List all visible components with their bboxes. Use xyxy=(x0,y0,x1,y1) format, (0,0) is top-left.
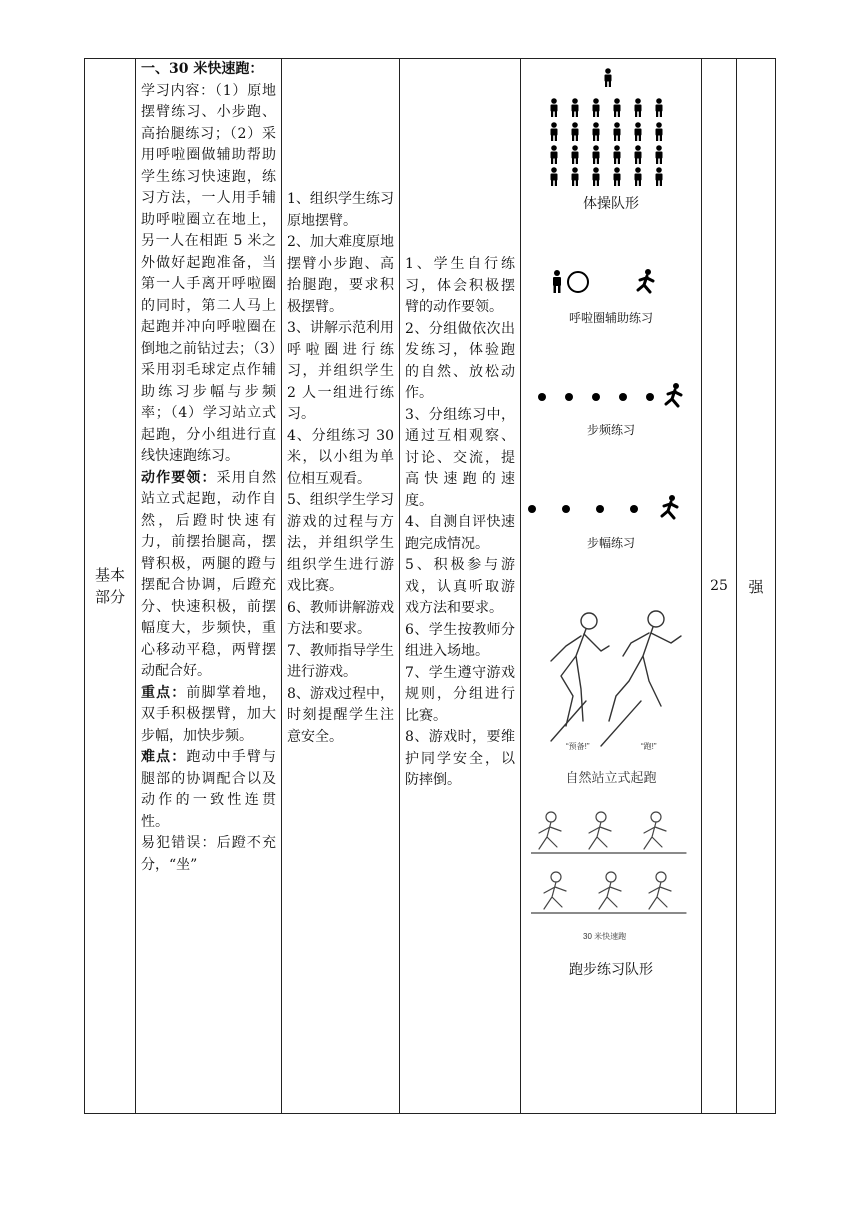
student-item: 4、自测自评快速跑完成情况。 xyxy=(405,514,515,552)
student-cell xyxy=(400,59,521,1114)
student-item: 2、分组做依次出发练习，体验跑的自然、放松动作。 xyxy=(405,320,515,401)
organization-cell xyxy=(521,59,702,1114)
student-item: 3、分组练习中，通过互相观察、讨论、交流，提高快速跑的速度。 xyxy=(405,406,515,509)
difficulty-paragraph xyxy=(141,747,276,833)
student-item: 1、学生自行练习，体会积极摆臂的动作要领。 xyxy=(405,256,515,315)
ready-label: “预备!” xyxy=(566,742,590,751)
action-paragraph xyxy=(141,468,276,683)
time-cell xyxy=(702,59,737,1114)
gymnastics-formation-caption: 体操队形 xyxy=(583,196,639,212)
standing-start-illustration xyxy=(531,601,696,751)
key-text: 前脚掌着地，双手积极摆臂，加大步幅，加快步频。 xyxy=(141,684,276,744)
runner-icon xyxy=(662,495,677,518)
lesson-plan-table xyxy=(84,58,776,1114)
go-label: “跑!” xyxy=(641,742,657,751)
content-cell xyxy=(136,59,282,1114)
standing-start-caption: 自然站立式起跑 xyxy=(565,771,657,786)
hula-hoop-icon xyxy=(568,272,588,292)
intensity-cell xyxy=(737,59,776,1114)
time-value: 25 xyxy=(710,578,728,594)
key-label: 重点： xyxy=(141,684,187,701)
difficulty-label: 难点： xyxy=(141,749,187,765)
intensity-value: 强 xyxy=(748,577,764,596)
runner-row-top xyxy=(531,812,686,853)
runner-icon xyxy=(666,383,681,406)
teacher-item: 8、游戏过程中，时刻提醒学生注意安全。 xyxy=(287,685,394,745)
action-label: 动作要领： xyxy=(141,469,217,486)
teacher-item: 4、分组练习 30 米，以小组为单位相互观看。 xyxy=(287,427,394,487)
student-item: 5、积极参与游戏，认真听取游戏方法和要求。 xyxy=(405,557,515,616)
teacher-item: 6、教师讲解游戏方法和要求。 xyxy=(287,599,394,637)
part-label: 基本部分 xyxy=(94,566,125,606)
teacher-item: 1、组织学生练习原地摆臂。 xyxy=(287,191,394,229)
student-list xyxy=(400,254,520,792)
runner-row-bottom xyxy=(531,872,686,913)
error-text: 易犯错误：后蹬不充分，“坐” xyxy=(141,835,276,873)
teacher-item: 5、组织学生学习游戏的过程与方法，并组织学生组织学生进行游戏比赛。 xyxy=(287,492,394,594)
part-cell xyxy=(85,59,136,1114)
hula-hoop-drill-diagram xyxy=(551,265,681,299)
standing-person-icon xyxy=(553,270,561,293)
marker-dots-icon xyxy=(528,505,638,513)
gymnastics-formation-diagram xyxy=(546,65,676,187)
running-formation-caption: 跑步练习队形 xyxy=(569,962,653,978)
step-frequency-caption: 步频练习 xyxy=(586,423,635,437)
ready-position-figure xyxy=(551,613,609,741)
student-rows-icon xyxy=(551,98,663,186)
teacher-list xyxy=(282,189,399,748)
go-position-figure xyxy=(601,611,681,746)
step-frequency-diagram xyxy=(536,381,686,409)
teacher-item: 2、加大难度原地摆臂小步跑、高抬腿跑，要求积极摆臂。 xyxy=(287,234,394,315)
stride-length-diagram xyxy=(526,493,681,521)
teacher-item: 3、讲解示范利用呼啦圈进行练习，并组织学生 2 人一组进行练习。 xyxy=(287,320,394,422)
key-paragraph xyxy=(141,683,276,748)
student-item: 7、学生遵守游戏规则，分组进行比赛。 xyxy=(405,664,515,724)
marker-dots-icon xyxy=(538,393,654,401)
stride-length-caption: 步幅练习 xyxy=(586,536,635,550)
action-text: 采用自然站立式起跑，动作自然，后蹬时快速有力，前摆抬腿高，摆臂积极，两腿的蹬与摆配合协调，后蹬充分、快速积极，前摆幅度大，步频快，重心移动平稳，两臂摆动配合好。 xyxy=(141,469,276,679)
runner-icon xyxy=(638,269,653,292)
content-text xyxy=(136,59,281,876)
running-formation-illustration xyxy=(531,805,691,945)
content-title: 一、30 米快速跑： xyxy=(141,61,264,77)
thirty-meter-label: 30 米快速跑 xyxy=(583,932,627,941)
student-item: 8、游戏时，要维护同学安全，以防摔倒。 xyxy=(405,729,515,788)
teacher-figure-icon xyxy=(605,68,612,87)
student-item: 6、学生按教师分组进入场地。 xyxy=(405,621,515,659)
teacher-cell xyxy=(282,59,400,1114)
hula-hoop-caption: 呼啦圈辅助练习 xyxy=(568,311,653,325)
difficulty-text: 跑动中手臂与腿部的协调配合以及动作的一致性连贯性。 xyxy=(141,749,276,830)
content-intro: 学习内容：（1）原地摆臂练习、小步跑、高抬腿练习；（2）采用呼啦圈做辅助帮助学生练习快速跑，练习方法，一人用手辅助呼啦圈立在地上，另一人在相距 5 米之外做好起跑准备，当第一人手离开呼啦圈的同时，第二人马上起跑并冲向呼啦圈在倒地之前钻过去；（3）采用羽毛球定点作辅助练习步幅与步频率；（4）学习站立式起跑，分小组进行直线快速跑练习。 xyxy=(141,82,276,464)
organization-diagrams xyxy=(521,59,701,1113)
teacher-item: 7、教师指导学生进行游戏。 xyxy=(287,642,394,680)
